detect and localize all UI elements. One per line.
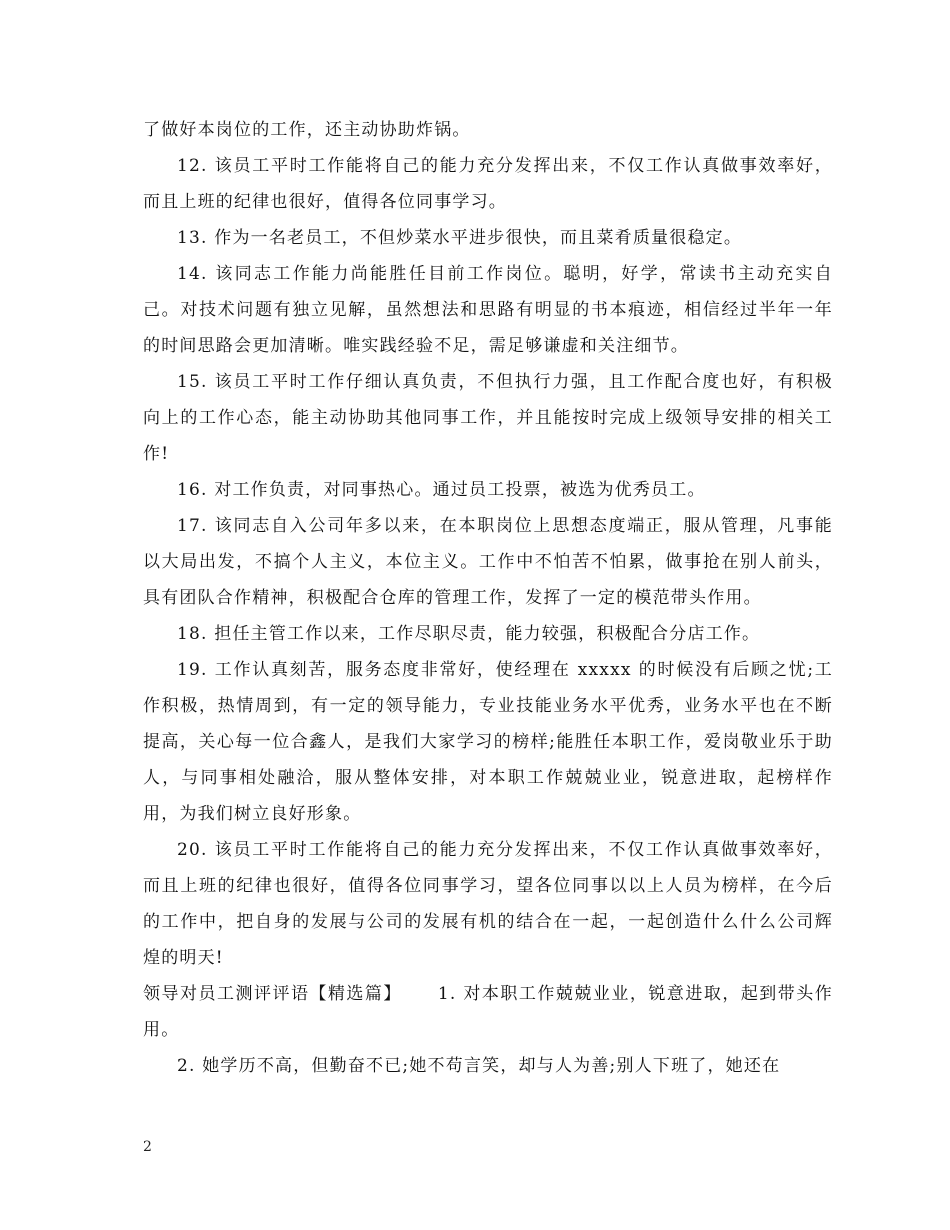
paragraph-item-16: 16. 对工作负责，对同事热心。通过员工投票，被选为优秀员工。 — [177, 480, 706, 500]
document-body — [143, 112, 833, 1084]
paragraph-item-19: 19. 工作认真刻苦，服务态度非常好，使经理在 xxxxx 的时候没有后顾之忧;工作积极，热情周到，有一定的领导能力，专业技能业务水平优秀，业务水平也在不断提高，关心每一位合鑫人，是我们大家学习的榜样;能胜任本职工作，爱岗敬业乐于助人，与同事相处融洽，服从整体安排，对本职工作兢兢业业，锐意进取，起榜样作用，为我们树立良好形象。 — [143, 660, 833, 824]
paragraph-item-13: 13. 作为一名老员工，不但炒菜水平进步很快，而且菜肴质量很稳定。 — [177, 228, 743, 248]
section-heading-line — [143, 976, 833, 1048]
section-heading: 领导对员工测评评语【精选篇】 — [143, 984, 402, 1004]
paragraph-item-20: 20. 该员工平时工作能将自己的能力充分发挥出来，不仅工作认真做事效率好，而且上班的纪律也很好，值得各位同事学习，望各位同事以以上人员为榜样，在今后的工作中，把自身的发展与公司的发展有机的结合在一起，一起创造什么什么公司辉煌的明天! — [143, 840, 833, 968]
paragraph-continuation: 了做好本岗位的工作，还主动协助炸锅。 — [143, 120, 471, 140]
paragraph-item-15: 15. 该员工平时工作仔细认真负责，不但执行力强，且工作配合度也好，有积极向上的工作心态，能主动协助其他同事工作，并且能按时完成上级领导安排的相关工作! — [143, 372, 833, 464]
paragraph-item-14: 14. 该同志工作能力尚能胜任目前工作岗位。聪明，好学，常读书主动充实自己。对技术问题有独立见解，虽然想法和思路有明显的书本痕迹，相信经过半年一年的时间思路会更加清晰。唯实践经验不足，需足够谦虚和关注细节。 — [143, 264, 833, 356]
paragraph-item-17: 17. 该同志自入公司年多以来，在本职岗位上思想态度端正，服从管理，凡事能以大局出发，不搞个人主义，本位主义。工作中不怕苦不怕累，做事抢在别人前头，具有团队合作精神，积极配合仓库的管理工作，发挥了一定的模范带头作用。 — [143, 516, 833, 608]
section-first-item: 1. 对本职工作兢兢业业，锐意进取，起到带头作用。 — [143, 984, 833, 1040]
paragraph-item-18: 18. 担任主管工作以来，工作尽职尽责，能力较强，积极配合分店工作。 — [177, 624, 761, 644]
page-number: 2 — [143, 1139, 152, 1155]
paragraph-item-2: 2. 她学历不高，但勤奋不已;她不苟言笑，却与人为善;别人下班了，她还在 — [177, 1056, 781, 1076]
paragraph-item-12: 12. 该员工平时工作能将自己的能力充分发挥出来，不仅工作认真做事效率好，而且上班的纪律也很好，值得各位同事学习。 — [143, 156, 833, 212]
